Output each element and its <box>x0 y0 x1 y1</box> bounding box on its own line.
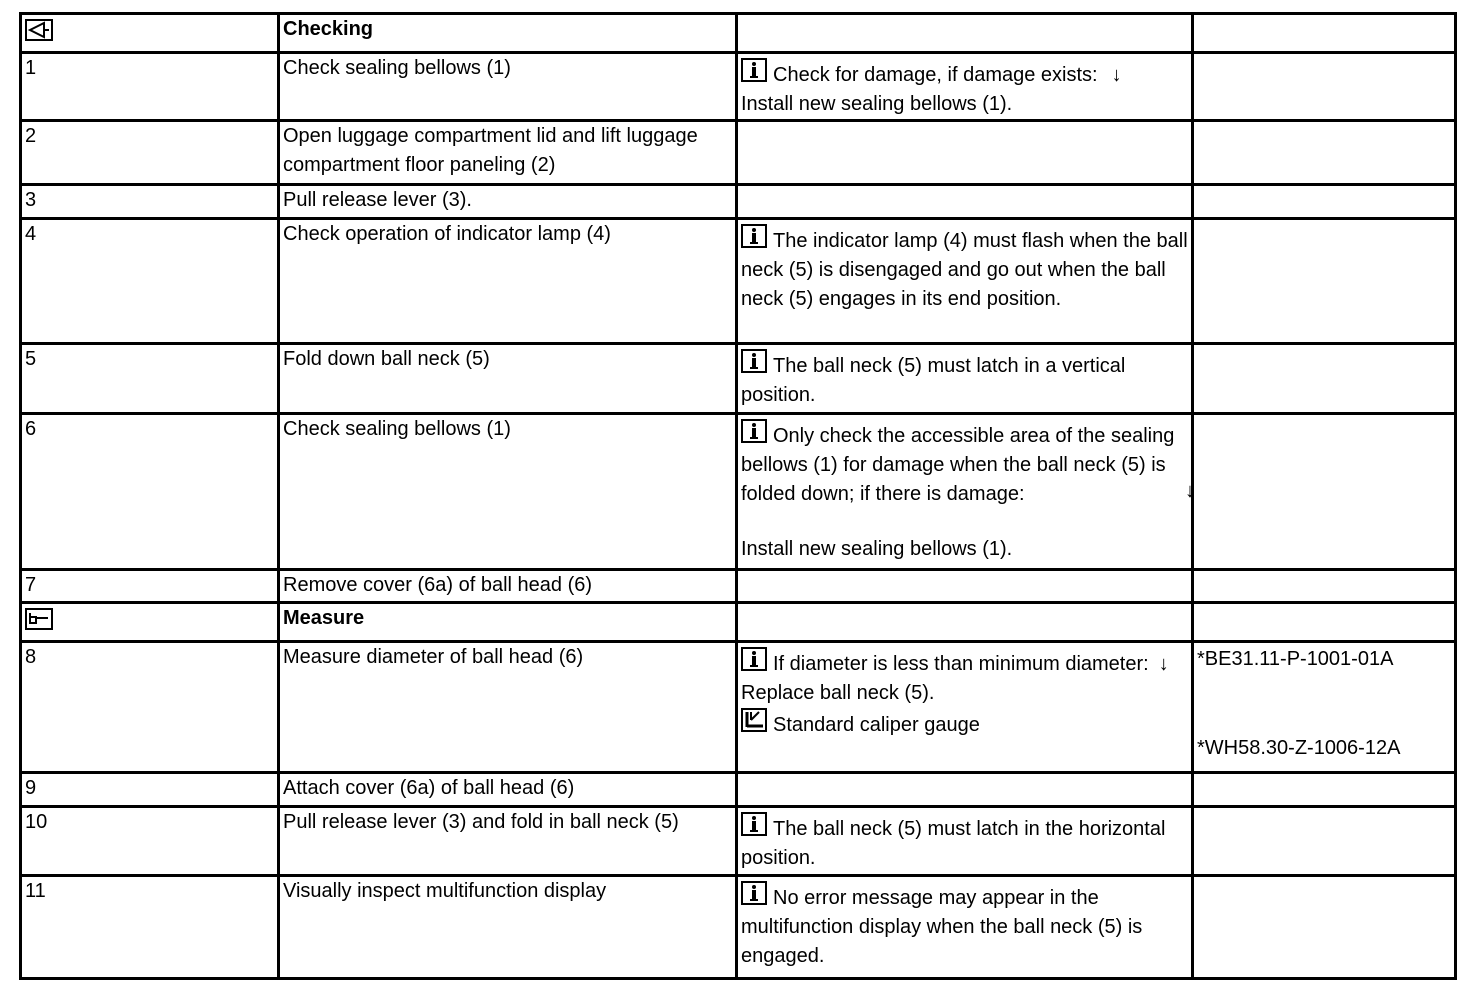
note-cell <box>737 14 1193 53</box>
note-text: Install new sealing bellows (1). <box>741 93 1013 115</box>
section-header-checking <box>21 14 1456 53</box>
section-header-measure <box>21 603 1456 642</box>
tool-text: Standard caliper gauge <box>773 714 980 736</box>
action-text: Pull release lever (3). <box>279 185 737 219</box>
step-number: 10 <box>21 807 279 876</box>
note-cell <box>737 773 1193 807</box>
table-row <box>21 344 1456 414</box>
table-row <box>21 185 1456 219</box>
table-row <box>21 53 1456 121</box>
ref-cell <box>1193 876 1456 979</box>
step-number: 8 <box>21 642 279 773</box>
note-text: Only check the accessible area of the sealing bellows (1) for damage when the ball neck (5) is folded down; if there is damage: <box>741 425 1175 505</box>
ref-cell <box>1193 414 1456 570</box>
step-number: 5 <box>21 344 279 414</box>
ref-cell <box>1193 807 1456 876</box>
note-cell <box>737 876 1193 979</box>
section-title: Measure <box>279 603 737 642</box>
note-text: If diameter is less than minimum diameter: <box>773 653 1149 675</box>
note-cell <box>737 807 1193 876</box>
step-number: 1 <box>21 53 279 121</box>
note-text: Replace ball neck (5). <box>741 682 935 704</box>
note-cell <box>737 121 1193 185</box>
table-row <box>21 807 1456 876</box>
action-text: Fold down ball neck (5) <box>279 344 737 414</box>
note-text: The indicator lamp (4) must flash when the ball neck (5) is disengaged and go out when the ball neck (5) engages in its end position. <box>741 230 1188 310</box>
ref-cell <box>1193 603 1456 642</box>
info-icon <box>741 349 767 373</box>
ref-cell <box>1193 219 1456 344</box>
reference-link[interactable]: *WH58.30-Z-1006-12A <box>1197 737 1401 759</box>
ref-cell <box>1193 14 1456 53</box>
step-number: 9 <box>21 773 279 807</box>
note-cell <box>737 642 1193 773</box>
step-number: 11 <box>21 876 279 979</box>
step-number: 2 <box>21 121 279 185</box>
ref-cell <box>1193 642 1456 773</box>
note-cell <box>737 53 1193 121</box>
note-text: The ball neck (5) must latch in a vertical position. <box>741 355 1126 406</box>
table-row <box>21 642 1456 773</box>
ref-cell <box>1193 344 1456 414</box>
info-icon <box>741 812 767 836</box>
down-arrow-icon: ↓ <box>1185 480 1195 502</box>
note-text: Install new sealing bellows (1). <box>741 538 1013 560</box>
ref-cell <box>1193 773 1456 807</box>
action-text: Attach cover (6a) of ball head (6) <box>279 773 737 807</box>
note-cell <box>737 219 1193 344</box>
ref-cell <box>1193 570 1456 603</box>
action-text: Measure diameter of ball head (6) <box>279 642 737 773</box>
action-text: Visually inspect multifunction display <box>279 876 737 979</box>
note-cell <box>737 603 1193 642</box>
measure-section-icon <box>25 608 53 630</box>
note-cell <box>737 185 1193 219</box>
table-row <box>21 121 1456 185</box>
checking-section-icon <box>25 19 53 41</box>
info-icon <box>741 224 767 248</box>
table-row <box>21 219 1456 344</box>
table-row <box>21 570 1456 603</box>
note-text: No error message may appear in the multifunction display when the ball neck (5) is engaged. <box>741 887 1143 967</box>
step-cell <box>21 603 279 642</box>
step-number: 7 <box>21 570 279 603</box>
info-icon <box>741 881 767 905</box>
note-cell <box>737 570 1193 603</box>
note-text: The ball neck (5) must latch in the horizontal position. <box>741 818 1166 869</box>
ref-cell <box>1193 53 1456 121</box>
procedure-table <box>19 12 1457 980</box>
action-text: Remove cover (6a) of ball head (6) <box>279 570 737 603</box>
down-arrow-icon: ↓ <box>1158 653 1169 675</box>
step-number: 4 <box>21 219 279 344</box>
action-text: Check sealing bellows (1) <box>279 53 737 121</box>
info-icon <box>741 419 767 443</box>
table-row <box>21 773 1456 807</box>
section-title: Checking <box>279 14 737 53</box>
action-text: Pull release lever (3) and fold in ball neck (5) <box>279 807 737 876</box>
table-row <box>21 414 1456 570</box>
note-text: Check for damage, if damage exists: <box>773 64 1098 86</box>
action-text: Check operation of indicator lamp (4) <box>279 219 737 344</box>
step-number: 3 <box>21 185 279 219</box>
step-cell <box>21 14 279 53</box>
down-arrow-icon: ↓ <box>1111 64 1122 86</box>
table-row <box>21 876 1456 979</box>
note-cell <box>737 344 1193 414</box>
action-text: Check sealing bellows (1) <box>279 414 737 570</box>
ref-cell <box>1193 121 1456 185</box>
ref-cell <box>1193 185 1456 219</box>
info-icon <box>741 647 767 671</box>
action-text: Open luggage compartment lid and lift luggage compartment floor paneling (2) <box>279 121 737 185</box>
step-number: 6 <box>21 414 279 570</box>
caliper-gauge-icon <box>741 708 767 732</box>
reference-link[interactable]: *BE31.11-P-1001-01A <box>1197 648 1394 670</box>
note-cell <box>737 414 1193 570</box>
info-icon <box>741 58 767 82</box>
